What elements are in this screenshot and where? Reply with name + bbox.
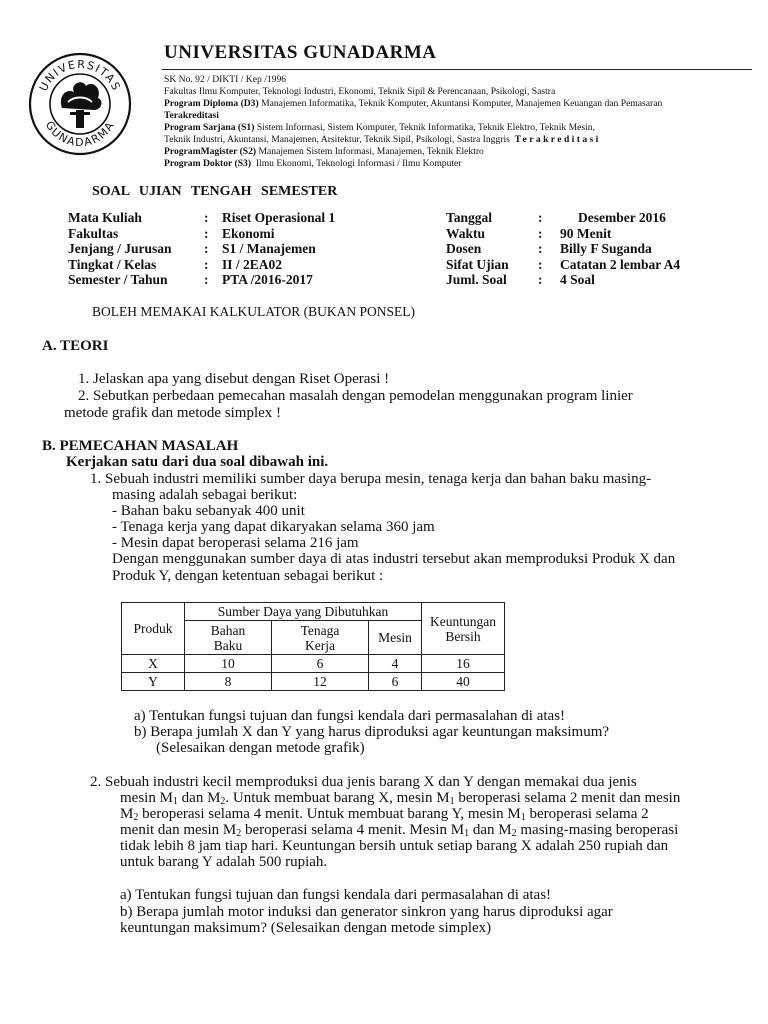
colon: :: [204, 241, 209, 256]
problem1-line4: Produk Y, dengan ketentuan sebagai berikut :: [112, 568, 384, 584]
magister-label: ProgramMagister (S2): [164, 146, 257, 157]
info-label: Semester / Tahun: [68, 272, 168, 287]
colon: :: [204, 272, 209, 287]
logo-ring-text-bottom: GUNADARMA: [42, 118, 118, 150]
exam-info-left-values: [222, 210, 335, 288]
colon: :: [538, 225, 543, 241]
terakreditasi-label: Terakreditasi: [164, 110, 219, 121]
info-label: Mata Kuliah: [68, 210, 142, 225]
info-label: Juml. Soal: [446, 272, 507, 287]
problem1-question-b-note: (Selesaikan dengan metode grafik): [156, 740, 365, 756]
info-value: Catatan 2 lembar A4: [560, 256, 681, 272]
section-a-heading: A. TEORI: [42, 338, 109, 354]
logo-ring-text-top: UNIVERSITAS: [36, 57, 124, 94]
table-cell: X: [122, 655, 185, 673]
info-label: Waktu: [446, 225, 486, 241]
doktor-label: Program Doktor (S3): [164, 158, 252, 169]
problem2-question-b: b) Berapa jumlah motor induksi dan generator sinkron yang harus diproduksi agar: [120, 904, 613, 920]
info-label: Sifat Ujian: [446, 256, 509, 272]
problem2-line3: $M_2$ beroperasi selama 4 menit. Untuk membuat barang Y, mesin $M_1$ beroperasi selama 2: [120, 806, 649, 823]
sarjana-text-2: Teknik Industri, Akuntansi, Manajemen, Arsitektur, Teknik Sipil, Psikologi, Sastra Inggris: [164, 134, 510, 145]
fakultas-list: Fakultas Ilmu Komputer, Teknologi Industri, Ekonomi, Teknik Sipil & Perencanaan, Psikologi, Sastra: [164, 86, 556, 97]
diploma-text: Manajemen Informatika, Teknik Komputer, Akuntansi Komputer, Manajemen Keuangan dan Pemasaran: [261, 98, 663, 109]
table-header-tenaga: Tenaga Kerja: [272, 621, 369, 655]
table-header-produk: Produk: [122, 603, 185, 655]
info-label: Dosen: [446, 241, 482, 256]
university-logo: [28, 52, 132, 156]
colon: :: [538, 256, 543, 272]
table-cell: Y: [122, 673, 185, 691]
exam-info-right-values: [560, 210, 680, 288]
problem1-line1: 1. Sebuah industri memiliki sumber daya berupa mesin, tenaga kerja dan bahan baku masing-: [90, 471, 652, 487]
diploma-label: Program Diploma (D3): [164, 98, 259, 109]
exam-info-left-colons: [204, 210, 209, 288]
info-value: Ekonomi: [222, 225, 275, 241]
sarjana-terakreditasi: Terakreditasi: [514, 134, 601, 145]
section-b-heading: B. PEMECAHAN MASALAH: [42, 438, 239, 454]
info-value: Riset Operasional 1: [222, 210, 336, 225]
calculator-note: BOLEH MEMAKAI KALKULATOR (BUKAN PONSEL): [92, 304, 415, 319]
header-info: [164, 74, 754, 170]
exam-info-right-labels: [446, 210, 509, 288]
question-a2-line1: 2. Sebutkan perbedaan pemecahan masalah dengan pemodelan menggunakan program linier: [78, 388, 633, 404]
problem2-line1: 2. Sebuah industri kecil memproduksi dua jenis barang X dan Y dengan memakai dua jenis: [90, 774, 637, 790]
question-a2-line2: metode grafik dan metode simplex !: [64, 405, 282, 421]
header-divider: [162, 69, 752, 70]
sk-number: SK No. 92 / DIKTI / Kep /1996: [164, 74, 287, 85]
info-value: Billy F Suganda: [560, 241, 652, 256]
colon: :: [538, 241, 543, 256]
info-value: 90 Menit: [560, 225, 612, 241]
info-label: Tanggal: [446, 210, 493, 225]
table-cell: 6: [369, 673, 422, 691]
resource-table: [121, 602, 505, 691]
table-cell: 8: [185, 673, 272, 691]
info-label: Fakultas: [68, 225, 119, 241]
info-value: S1 / Manajemen: [222, 241, 316, 256]
info-value: II / 2EA02: [222, 256, 283, 272]
table-header-bahan: Bahan Baku: [185, 621, 272, 655]
table-row: [122, 655, 505, 673]
info-value: Desember 2016: [578, 210, 666, 225]
sarjana-label: Program Sarjana (S1): [164, 122, 255, 133]
section-b-instruction: Kerjakan satu dari dua soal dibawah ini.: [66, 454, 329, 470]
doktor-text: Ilmu Ekonomi, Teknologi Informasi / Ilmu Komputer: [255, 158, 462, 169]
university-name: UNIVERSITAS GUNADARMA: [164, 42, 437, 63]
problem1-line3: Dengan menggunakan sumber daya di atas industri tersebut akan memproduksi Produk X dan: [112, 551, 676, 567]
table-cell: 4: [369, 655, 422, 673]
exam-info-right-colons: [538, 210, 543, 288]
table-cell: 12: [272, 673, 369, 691]
colon: :: [204, 210, 209, 225]
problem2-line5: tidak lebih 8 jam tiap hari. Keuntungan bersih untuk setiap barang X adalah 250 rupiah dan: [120, 838, 669, 854]
colon: :: [204, 256, 209, 272]
question-a1: 1. Jelaskan apa yang disebut dengan Riset Operasi !: [78, 371, 390, 387]
problem2-line2: mesin $M_1$ dan $M_2$. Untuk membuat barang X, mesin $M_1$ beroperasi selama 2 menit dan mesin: [120, 790, 681, 807]
problem1-bullet: - Bahan baku sebanyak 400 unit: [112, 503, 305, 519]
torch-icon: [61, 82, 102, 128]
info-value: PTA /2016-2017: [222, 272, 313, 287]
info-label: Tingkat / Kelas: [68, 256, 157, 272]
magister-text: Manajemen Sistem Informasi, Manajemen, Teknik Elektro: [258, 146, 484, 157]
colon: :: [538, 210, 543, 225]
problem2-line4: menit dan mesin $M_2$ beroperasi selama 4 menit. Mesin $M_1$ dan $M_2$ masing-masing beroperasi: [120, 822, 679, 839]
exam-title: SOAL UJIAN TENGAH SEMESTER: [92, 184, 338, 199]
problem1-bullet: - Mesin dapat beroperasi selama 216 jam: [112, 535, 359, 551]
problem1-question-b: b) Berapa jumlah X dan Y yang harus diproduksi agar keuntungan maksimum?: [134, 724, 610, 740]
problem1-bullet: - Tenaga kerja yang dapat dikaryakan selama 360 jam: [112, 519, 435, 535]
table-cell: 16: [422, 655, 505, 673]
table-cell: 10: [185, 655, 272, 673]
problem2-question-a: a) Tentukan fungsi tujuan dan fungsi kendala dari permasalahan di atas!: [120, 887, 552, 903]
table-header-mesin: Mesin: [369, 621, 422, 655]
table-header-keuntungan: Keuntungan Bersih: [422, 603, 505, 655]
colon: :: [538, 272, 543, 287]
problem1-line2: masing adalah sebagai berikut:: [112, 487, 298, 503]
info-value: 4 Soal: [560, 272, 595, 287]
sarjana-text-1: Sistem Informasi, Sistem Komputer, Teknik Informatika, Teknik Elektro, Teknik Mesin,: [256, 122, 595, 133]
table-row: [122, 673, 505, 691]
problem2-question-b-note: keuntungan maksimum? (Selesaikan dengan metode simplex): [120, 920, 492, 936]
table-cell: 6: [272, 655, 369, 673]
problem2-line6: untuk barang Y adalah 500 rupiah.: [120, 854, 328, 870]
table-cell: 40: [422, 673, 505, 691]
exam-info-left-labels: [68, 210, 172, 288]
colon: :: [204, 225, 209, 241]
problem1-question-a: a) Tentukan fungsi tujuan dan fungsi kendala dari permasalahan di atas!: [134, 708, 566, 724]
info-label: Jenjang / Jurusan: [68, 241, 172, 256]
table-header-sumber-daya: Sumber Daya yang Dibutuhkan: [185, 603, 422, 621]
